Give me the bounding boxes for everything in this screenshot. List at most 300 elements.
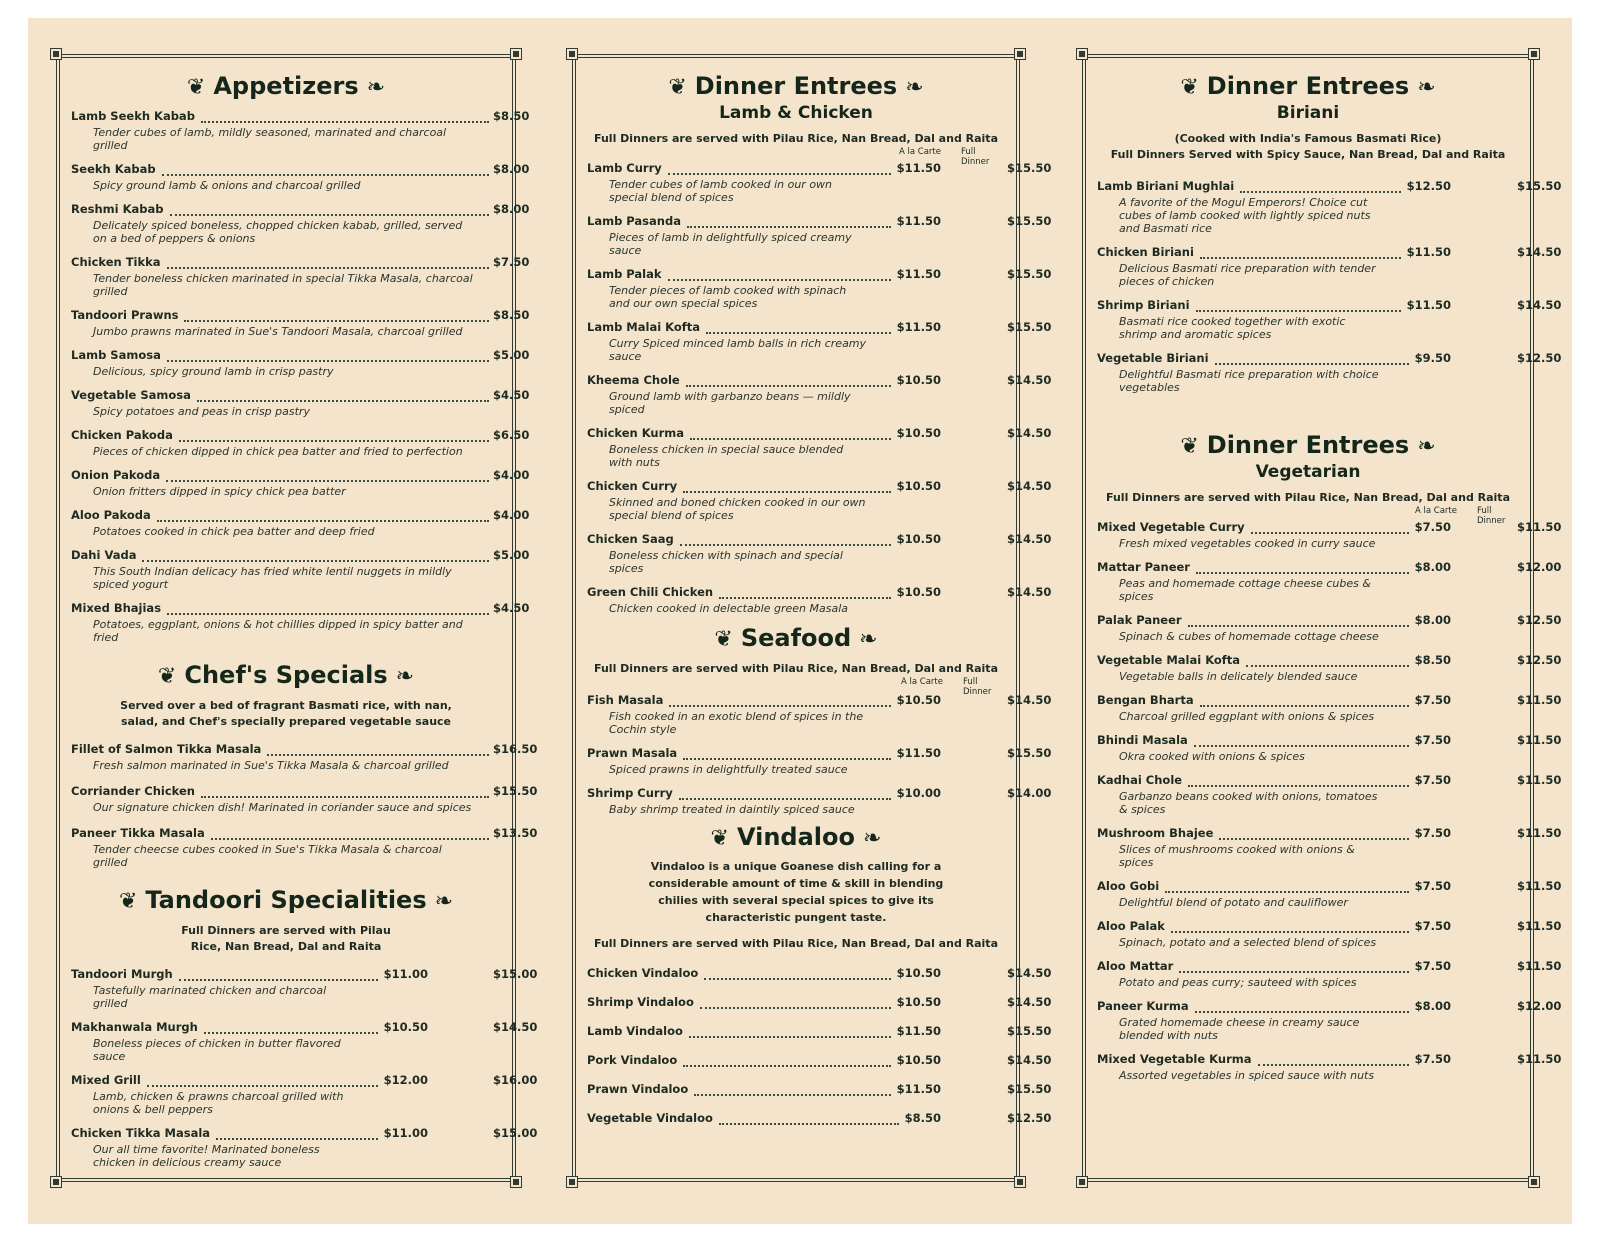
menu-item — [1097, 560, 1562, 603]
a-la-carte-price: $10.50 — [896, 426, 941, 440]
menu-item-name: Chicken Vindaloo — [587, 966, 699, 980]
menu-item-description: Assorted vegetables in spiced sauce with nuts — [1119, 1069, 1375, 1082]
leader-dots — [680, 532, 891, 546]
appetizers-list — [71, 109, 530, 644]
menu-item-name: Palak Paneer — [1097, 613, 1182, 627]
menu-item-description: Charcoal grilled eggplant with onions & spices — [1119, 710, 1375, 723]
a-la-carte-price: $10.50 — [896, 1053, 941, 1067]
a-la-carte-price: $11.50 — [896, 161, 941, 175]
full-dinner-price: $12.50 — [1007, 1111, 1052, 1125]
menu-item-price: $16.50 — [493, 742, 538, 756]
menu-item — [71, 162, 530, 192]
menu-item-description: Tender cubes of lamb, mildly seasoned, marinated and charcoal grilled — [93, 126, 447, 152]
menu-item-name: Tandoori Murgh — [71, 967, 173, 981]
leader-dots — [686, 373, 891, 387]
menu-item-description: Boneless pieces of chicken in butter flavored sauce — [93, 1037, 341, 1063]
menu-item-price: $4.00 — [493, 508, 530, 522]
menu-item-name: Mushroom Bhajee — [1097, 826, 1214, 840]
menu-item-description: Delightful Basmati rice preparation with choice vegetables — [1119, 368, 1379, 394]
menu-item — [1097, 919, 1562, 949]
menu-item — [71, 1020, 538, 1063]
menu-item-description: Pieces of lamb in delightfully spiced creamy sauce — [609, 231, 852, 257]
a-la-carte-price: $10.50 — [896, 995, 941, 1009]
menu-item-name: Makhanwala Murgh — [71, 1020, 198, 1034]
leaf-icon: ❧ — [395, 664, 415, 689]
leader-dots — [162, 162, 489, 176]
menu-item-name: Lamb Biriani Mughlai — [1097, 179, 1235, 193]
menu-item-name: Aloo Pakoda — [71, 508, 151, 522]
menu-item-name: Lamb Vindaloo — [587, 1024, 683, 1038]
lamb-column-headers: A la Carte Full Dinner — [899, 147, 990, 167]
menu-item — [587, 1082, 1052, 1098]
a-la-carte-price: $11.50 — [896, 746, 941, 760]
vegetarian-note: Full Dinners are served with Pilau Rice, Nan Bread, Dal and Raita — [1106, 491, 1510, 504]
full-dinner-price: $14.50 — [1517, 298, 1562, 312]
menu-item-name: Bengan Bharta — [1097, 693, 1194, 707]
menu-item-name: Paneer Kurma — [1097, 999, 1189, 1013]
menu-item-description: Okra cooked with onions & spices — [1119, 750, 1305, 763]
menu-item — [71, 348, 530, 378]
leaf-icon: ❦ — [118, 889, 138, 914]
leader-dots — [179, 428, 489, 442]
leaf-icon: ❦ — [157, 664, 177, 689]
menu-item-description: Delicious, spicy ground lamb in crisp pastry — [93, 365, 334, 378]
menu-item — [71, 784, 538, 814]
menu-item — [1097, 298, 1562, 341]
menu-item — [587, 786, 1052, 816]
leader-dots — [1215, 351, 1409, 365]
menu-item-description: Potatoes, eggplant, onions & hot chillies dipped in spicy batter and fried — [93, 618, 463, 644]
full-dinner-price: $12.50 — [1517, 351, 1562, 365]
leader-dots — [142, 548, 489, 562]
a-la-carte-price: $11.50 — [896, 214, 941, 228]
a-la-carte-price: $11.00 — [383, 1126, 428, 1140]
leader-dots — [1179, 959, 1408, 973]
leaf-icon: ❦ — [1180, 434, 1199, 459]
menu-item-description: Peas and homemade cottage cheese cubes & spices — [1119, 577, 1371, 603]
full-dinner-price: $15.50 — [1007, 746, 1052, 760]
vegetarian-column-headers: A la Carte Full Dinner — [1415, 506, 1506, 526]
a-la-carte-price: $8.00 — [1414, 999, 1451, 1013]
leader-dots — [1240, 179, 1400, 193]
menu-item-name: Lamb Pasanda — [587, 214, 681, 228]
menu-item — [587, 746, 1052, 776]
menu-item — [587, 1024, 1052, 1040]
leader-dots — [201, 109, 489, 123]
menu-item-name: Lamb Seekh Kabab — [71, 109, 195, 123]
menu-item — [71, 308, 530, 338]
menu-item — [1097, 733, 1562, 763]
menu-item-name: Chicken Pakoda — [71, 428, 173, 442]
full-dinner-price: $15.50 — [1007, 320, 1052, 334]
menu-item — [1097, 653, 1562, 683]
menu-item-name: Aloo Mattar — [1097, 959, 1174, 973]
full-dinner-price: $15.50 — [1517, 179, 1562, 193]
menu-item-description: Spicy potatoes and peas in crisp pastry — [93, 405, 310, 418]
menu-item-description: Skinned and boned chicken cooked in our own special blend of spices — [609, 496, 866, 522]
menu-item-price: $4.50 — [493, 388, 530, 402]
full-dinner-price: $11.50 — [1517, 773, 1562, 787]
leader-dots — [1251, 520, 1409, 534]
menu-item-description: Tender cubes of lamb cooked in our own special blend of spices — [609, 178, 833, 204]
leader-dots — [683, 746, 890, 760]
menu-item — [1097, 999, 1562, 1042]
full-dinner-price: $14.50 — [1007, 532, 1052, 546]
menu-item-name: Mixed Bhajias — [71, 601, 162, 615]
full-dinner-price: $11.50 — [1517, 1052, 1562, 1066]
menu-item-name: Pork Vindaloo — [587, 1053, 678, 1067]
a-la-carte-price: $11.50 — [1406, 245, 1451, 259]
menu-item — [587, 995, 1052, 1011]
a-la-carte-price: $7.50 — [1414, 1052, 1451, 1066]
a-la-carte-price: $7.50 — [1414, 520, 1451, 534]
lamb-chicken-subheading: Lamb & Chicken — [719, 103, 873, 123]
leader-dots — [1200, 693, 1409, 707]
leader-dots — [197, 388, 489, 402]
menu-item-description: Garbanzo beans cooked with onions, tomatoes & spices — [1119, 790, 1378, 816]
leaf-icon: ❦ — [186, 75, 206, 100]
vindaloo-note-dinners: Full Dinners are served with Pilau Rice, Nan Bread, Dal and Raita — [594, 937, 998, 950]
leader-dots — [1196, 298, 1401, 312]
a-la-carte-price: $10.50 — [896, 966, 941, 980]
leader-dots — [201, 784, 489, 798]
a-la-carte-price: $10.50 — [896, 693, 941, 707]
menu-item-name: Bhindi Masala — [1097, 733, 1188, 747]
menu-item-name: Shrimp Curry — [587, 786, 673, 800]
menu-panel-middle — [572, 54, 1052, 1182]
menu-item-description: Delicately spiced boneless, chopped chicken kabab, grilled, served on a bed of peppers & onions — [93, 219, 463, 245]
menu-item-name: Lamb Malai Kofta — [587, 320, 701, 334]
leaf-icon: ❦ — [714, 627, 733, 652]
tandoori-list — [71, 967, 538, 1169]
leader-dots — [694, 1082, 890, 1096]
menu-item-name: Mixed Vegetable Kurma — [1097, 1052, 1252, 1066]
lamb-chicken-note: Full Dinners are served with Pilau Rice, Nan Bread, Dal and Raita — [594, 132, 998, 145]
leader-dots — [683, 1053, 890, 1067]
full-dinner-price: $15.50 — [1007, 214, 1052, 228]
menu-item — [587, 693, 1052, 736]
biriani-list — [1097, 179, 1562, 394]
leaf-icon: ❧ — [905, 75, 924, 100]
full-dinner-price: $14.50 — [1007, 585, 1052, 599]
menu-item-description: Grated homemade cheese in creamy sauce blended with nuts — [1119, 1016, 1360, 1042]
full-dinner-price: $11.50 — [1517, 919, 1562, 933]
menu-item — [71, 601, 530, 644]
menu-item-price: $4.50 — [493, 601, 530, 615]
menu-item-description: Our all time favorite! Marinated boneless chicken in delicious creamy sauce — [93, 1143, 320, 1169]
menu-item — [1097, 693, 1562, 723]
menu-item-name: Mixed Vegetable Curry — [1097, 520, 1245, 534]
menu-item-description: Ground lamb with garbanzo beans — mildly spiced — [609, 390, 851, 416]
a-la-carte-price: $10.50 — [896, 373, 941, 387]
appetizers-heading: ❦ Appetizers ❧ — [186, 72, 386, 100]
menu-item-description: Fish cooked in an exotic blend of spices in the Cochin style — [609, 710, 864, 736]
leader-dots — [700, 995, 891, 1009]
menu-item — [587, 966, 1052, 982]
menu-item-description: Basmati rice cooked together with exotic shrimp and aromatic spices — [1119, 315, 1346, 341]
menu-item-price: $5.00 — [493, 548, 530, 562]
menu-item-description: Fresh salmon marinated in Sue's Tikka Masala & charcoal grilled — [93, 759, 449, 772]
leader-dots — [1194, 733, 1409, 747]
lamb-chicken-heading: ❦ Dinner Entrees ❧ — [668, 72, 924, 100]
lamb-chicken-list — [587, 161, 1052, 615]
menu-item — [71, 742, 538, 772]
leader-dots — [167, 348, 489, 362]
full-dinner-price: $15.50 — [1007, 1082, 1052, 1096]
full-dinner-price: $14.50 — [1517, 245, 1562, 259]
leader-dots — [1196, 560, 1409, 574]
menu-item-name: Vegetable Malai Kofta — [1097, 653, 1241, 667]
leader-dots — [170, 202, 489, 216]
full-dinner-price: $14.50 — [1007, 1053, 1052, 1067]
menu-item-description: Boneless chicken with spinach and special spices — [609, 549, 843, 575]
menu-item-description: Tender cheecse cubes cooked in Sue's Tikka Masala & charcoal grilled — [93, 843, 442, 869]
menu-item-description: Baby shrimp treated in daintily spiced sauce — [609, 803, 855, 816]
menu-item — [587, 426, 1052, 469]
a-la-carte-price: $7.50 — [1414, 733, 1451, 747]
leader-dots — [1188, 773, 1409, 787]
menu-item-description: Fresh mixed vegetables cooked in curry sauce — [1119, 537, 1376, 550]
a-la-carte-price: $10.50 — [896, 585, 941, 599]
chefs-specials-note: Served over a bed of fragrant Basmati rice, with nan, salad, and Chef's specially prepared vegetable sauce — [120, 699, 452, 728]
a-la-carte-price: $7.50 — [1414, 826, 1451, 840]
vegetarian-heading: ❦ Dinner Entrees ❧ — [1180, 431, 1436, 459]
menu-item-name: Mixed Grill — [71, 1073, 141, 1087]
full-dinner-price: $11.50 — [1517, 826, 1562, 840]
seafood-note: Full Dinners are served with Pilau Rice, Nan Bread, Dal and Raita — [594, 662, 998, 675]
menu-item-name: Vegetable Biriani — [1097, 351, 1209, 365]
a-la-carte-price: $7.50 — [1414, 959, 1451, 973]
full-dinner-price: $12.00 — [1517, 560, 1562, 574]
menu-item — [587, 585, 1052, 615]
menu-item-description: Slices of mushrooms cooked with onions & spices — [1119, 843, 1355, 869]
menu-item-name: Tandoori Prawns — [71, 308, 179, 322]
menu-item — [587, 479, 1052, 522]
chefs-specials-heading: ❦ Chef's Specials ❧ — [157, 661, 415, 689]
leader-dots — [1258, 1052, 1409, 1066]
biriani-heading: ❦ Dinner Entrees ❧ — [1180, 72, 1436, 100]
a-la-carte-price: $10.00 — [896, 786, 941, 800]
a-la-carte-price: $11.50 — [1406, 298, 1451, 312]
menu-sheet — [28, 18, 1572, 1224]
leaf-icon: ❧ — [859, 627, 878, 652]
full-dinner-price: $11.50 — [1517, 520, 1562, 534]
menu-item — [1097, 826, 1562, 869]
menu-item-description: Onion fritters dipped in spicy chick pea batter — [93, 485, 346, 498]
menu-item-description: Pieces of chicken dipped in chick pea batter and fried to perfection — [93, 445, 463, 458]
menu-item-name: Fillet of Salmon Tikka Masala — [71, 742, 262, 756]
menu-item-price: $5.00 — [493, 348, 530, 362]
menu-item — [71, 255, 530, 298]
menu-item-name: Kadhai Chole — [1097, 773, 1183, 787]
menu-item-name: Shrimp Vindaloo — [587, 995, 694, 1009]
menu-item-description: Spinach, potato and a selected blend of spices — [1119, 936, 1377, 949]
leader-dots — [719, 1111, 899, 1125]
a-la-carte-price: $8.50 — [1414, 653, 1451, 667]
menu-item — [71, 202, 530, 245]
menu-item-name: Reshmi Kabab — [71, 202, 164, 216]
a-la-carte-price: $7.50 — [1414, 693, 1451, 707]
menu-item-price: $7.50 — [493, 255, 530, 269]
menu-item — [1097, 179, 1562, 235]
full-dinner-price: $14.50 — [493, 1020, 538, 1034]
seafood-heading: ❦ Seafood ❧ — [714, 624, 878, 652]
menu-item-name: Aloo Palak — [1097, 919, 1165, 933]
leaf-icon: ❧ — [1417, 434, 1436, 459]
menu-item-name: Vegetable Vindaloo — [587, 1111, 713, 1125]
menu-item-description: Boneless chicken in special sauce blended with nuts — [609, 443, 844, 469]
a-la-carte-price: $9.50 — [1414, 351, 1451, 365]
menu-item — [1097, 959, 1562, 989]
menu-item-name: Shrimp Biriani — [1097, 298, 1190, 312]
vegetarian-list — [1097, 520, 1562, 1082]
menu-item — [587, 320, 1052, 363]
seafood-list — [587, 693, 1052, 816]
menu-item-name: Corriander Chicken — [71, 784, 195, 798]
leader-dots — [157, 508, 489, 522]
leader-dots — [1195, 999, 1409, 1013]
full-dinner-price: $16.00 — [493, 1073, 538, 1087]
leader-dots — [1200, 245, 1401, 259]
menu-item-price: $6.50 — [493, 428, 530, 442]
menu-item-description: Our signature chicken dish! Marinated in coriander sauce and spices — [93, 801, 472, 814]
full-dinner-price: $15.00 — [493, 1126, 538, 1140]
menu-item-description: Vegetable balls in delicately blended sauce — [1119, 670, 1358, 683]
menu-item-name: Dahi Vada — [71, 548, 137, 562]
menu-item — [71, 1073, 538, 1116]
leader-dots — [267, 742, 489, 756]
leader-dots — [1165, 879, 1408, 893]
full-dinner-price: $14.50 — [1007, 966, 1052, 980]
menu-item — [587, 1053, 1052, 1069]
leaf-icon: ❦ — [710, 826, 729, 851]
menu-item-name: Onion Pakoda — [71, 468, 161, 482]
vegetarian-subheading: Vegetarian — [1255, 462, 1361, 482]
menu-item — [1097, 245, 1562, 288]
menu-item-name: Lamb Palak — [587, 267, 662, 281]
menu-item-name: Paneer Tikka Masala — [71, 826, 205, 840]
menu-item-description: Delicious Basmati rice preparation with tender pieces of chicken — [1119, 262, 1376, 288]
menu-item — [587, 214, 1052, 257]
menu-item-price: $8.00 — [493, 202, 530, 216]
leaf-icon: ❦ — [1180, 75, 1199, 100]
menu-item — [71, 468, 530, 498]
a-la-carte-price: $11.50 — [896, 267, 941, 281]
seafood-column-headers: A la Carte Full Dinner — [901, 677, 992, 697]
leader-dots — [690, 426, 891, 440]
menu-item-description: Spiced prawns in delightfully treated sauce — [609, 763, 848, 776]
menu-panel-left — [56, 54, 538, 1182]
a-la-carte-price: $8.00 — [1414, 613, 1451, 627]
leader-dots — [679, 786, 891, 800]
menu-item-description: Spinach & cubes of homemade cottage cheese — [1119, 630, 1379, 643]
full-dinner-price: $14.50 — [1007, 693, 1052, 707]
a-la-carte-price: $11.00 — [383, 967, 428, 981]
a-la-carte-price: $10.50 — [896, 532, 941, 546]
leaf-icon: ❧ — [1417, 75, 1436, 100]
menu-item-name: Prawn Vindaloo — [587, 1082, 689, 1096]
menu-item-name: Seekh Kabab — [71, 162, 156, 176]
full-dinner-price: $11.50 — [1517, 693, 1562, 707]
leader-dots — [211, 826, 489, 840]
a-la-carte-price: $11.50 — [896, 1082, 941, 1096]
leader-dots — [1171, 919, 1409, 933]
leader-dots — [668, 267, 891, 281]
full-dinner-price: $14.00 — [1007, 786, 1052, 800]
full-dinner-price: $11.50 — [1517, 959, 1562, 973]
full-dinner-price: $14.50 — [1007, 995, 1052, 1009]
menu-item — [587, 373, 1052, 416]
leaf-icon: ❦ — [668, 75, 687, 100]
menu-item-name: Chicken Biriani — [1097, 245, 1194, 259]
leader-dots — [689, 1024, 891, 1038]
full-dinner-price: $12.50 — [1517, 653, 1562, 667]
leader-dots — [166, 468, 489, 482]
menu-item-name: Chicken Tikka Masala — [71, 1126, 211, 1140]
leader-dots — [704, 966, 890, 980]
full-dinner-price: $15.00 — [493, 967, 538, 981]
menu-item — [71, 388, 530, 418]
menu-item-price: $8.50 — [493, 109, 530, 123]
biriani-note-dinners: Full Dinners Served with Spicy Sauce, Nan Bread, Dal and Raita — [1110, 148, 1506, 161]
leader-dots — [683, 479, 890, 493]
a-la-carte-price: $7.50 — [1414, 773, 1451, 787]
menu-item — [587, 532, 1052, 575]
menu-item-description: Potatoes cooked in chick pea batter and deep fried — [93, 525, 375, 538]
menu-item-name: Prawn Masala — [587, 746, 678, 760]
full-dinner-price: $11.50 — [1517, 879, 1562, 893]
menu-item-name: Mattar Paneer — [1097, 560, 1190, 574]
a-la-carte-price: $7.50 — [1414, 919, 1451, 933]
a-la-carte-price: $11.50 — [896, 1024, 941, 1038]
menu-item — [1097, 879, 1562, 909]
leaf-icon: ❧ — [863, 826, 882, 851]
leaf-icon: ❧ — [366, 75, 386, 100]
menu-item-description: Chicken cooked in delectable green Masala — [609, 602, 848, 615]
menu-item-name: Lamb Curry — [587, 161, 662, 175]
menu-item-description: Potato and peas curry; sauteed with spices — [1119, 976, 1357, 989]
menu-item — [587, 161, 1052, 204]
full-dinner-price: $14.50 — [1007, 479, 1052, 493]
menu-item-description: Tastefully marinated chicken and charcoal grilled — [93, 984, 327, 1010]
full-dinner-price: $14.50 — [1007, 426, 1052, 440]
leader-dots — [1219, 826, 1408, 840]
menu-item — [587, 267, 1052, 310]
full-dinner-price: $15.50 — [1007, 1024, 1052, 1038]
leader-dots — [668, 161, 891, 175]
vindaloo-heading: ❦ Vindaloo ❧ — [710, 823, 882, 851]
biriani-subheading: Biriani — [1276, 103, 1340, 123]
menu-item — [1097, 351, 1562, 394]
menu-item-name: Aloo Gobi — [1097, 879, 1160, 893]
menu-item — [71, 1126, 538, 1169]
leaf-icon: ❧ — [434, 889, 454, 914]
leader-dots — [204, 1020, 378, 1034]
menu-item-description: Jumbo prawns marinated in Sue's Tandoori Masala, charcoal grilled — [93, 325, 463, 338]
menu-item-description: Tender boneless chicken marinated in special Tikka Masala, charcoal grilled — [93, 272, 473, 298]
menu-item-name: Vegetable Samosa — [71, 388, 191, 402]
vindaloo-list — [587, 966, 1052, 1127]
menu-item-description: Lamb, chicken & prawns charcoal grilled with onions & bell peppers — [93, 1090, 344, 1116]
menu-item-name: Fish Masala — [587, 693, 664, 707]
menu-item-description: Delightful blend of potato and cauliflower — [1119, 896, 1348, 909]
a-la-carte-price: $11.50 — [896, 320, 941, 334]
menu-item — [587, 1111, 1052, 1127]
leader-dots — [1188, 613, 1409, 627]
menu-item-price: $13.50 — [493, 826, 538, 840]
menu-item-name: Chicken Curry — [587, 479, 678, 493]
full-dinner-price: $12.50 — [1517, 613, 1562, 627]
